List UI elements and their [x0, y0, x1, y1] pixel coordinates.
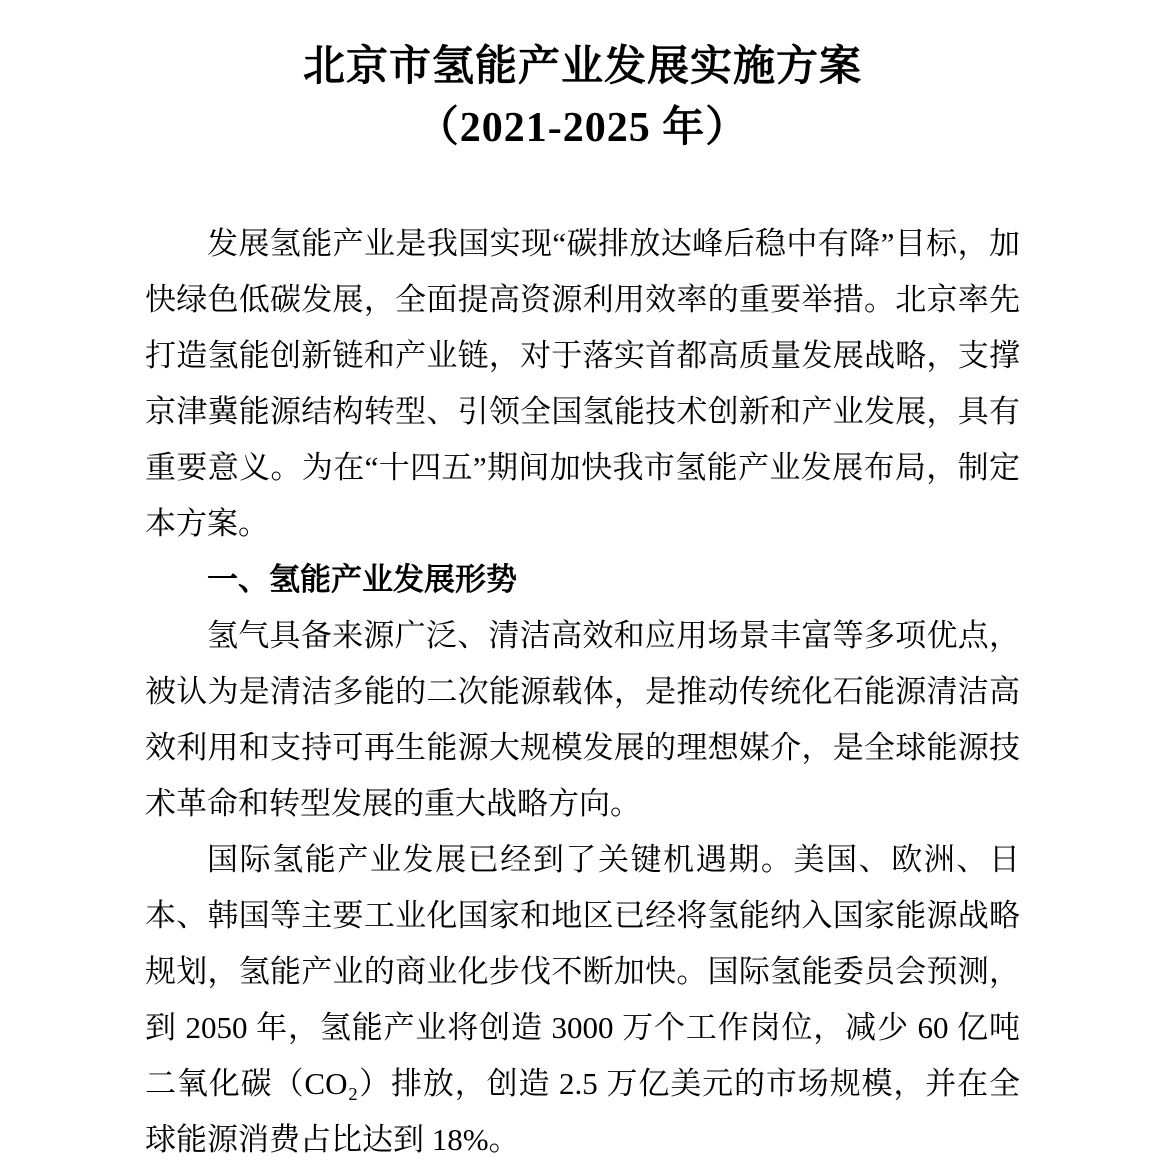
paragraph-introduction: 发展氢能产业是我国实现“碳排放达峰后稳中有降”目标，加快绿色低碳发展，全面提高资源利用效率的重要举措。北京率先打造氢能创新链和产业链，对于落实首都高质量发展战略，支撑京津冀能源结构转型、引领全国氢能技术创新和产业发展，具有重要意义。为在“十四五”期间加快我市氢能产业发展布局，制定本方案。: [145, 226, 1021, 541]
document-subtitle: （2021-2025 年）: [416, 105, 749, 151]
paragraph-international-development: 国际氢能产业发展已经到了关键机遇期。美国、欧洲、日本、韩国等主要工业化国家和地区已经将氢能纳入国家能源战略规划，氢能产业的商业化步伐不断加快。国际氢能委员会预测，到 2050 年，氢能产业将创造 3000 万个工作岗位，减少 60 亿吨二氧化碳（CO₂）排放，创造 2.5 万亿美元的市场规模，并在全球能源消费占比达到 18%。: [145, 842, 1020, 1157]
section-heading-1: 一、氢能产业发展形势: [207, 562, 517, 597]
paragraph-hydrogen-advantages: 氢气具备来源广泛、清洁高效和应用场景丰富等多项优点，被认为是清洁多能的二次能源载体，是推动传统化石能源清洁高效利用和支持可再生能源大规模发展的理想媒介，是全球能源技术革命和转型发展的重大战略方向。: [145, 618, 1020, 821]
document-title: 北京市氢能产业发展实施方案: [302, 44, 862, 90]
